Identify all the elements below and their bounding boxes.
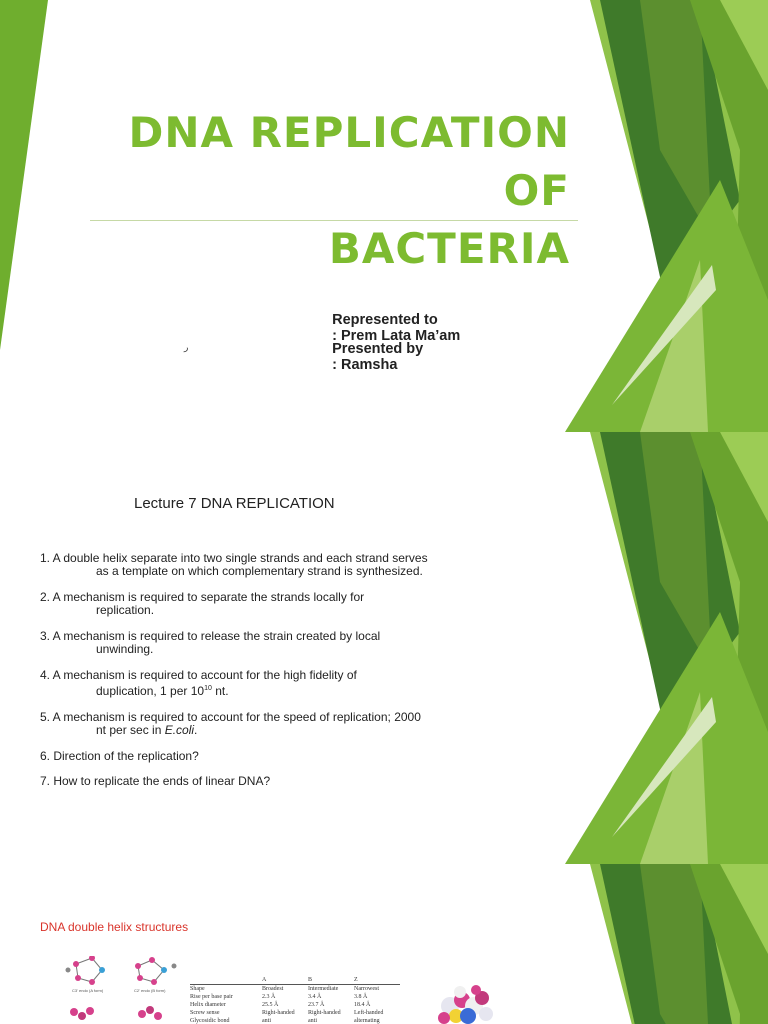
helix-comparison-table: A B Z Shape Broadest Intermediate Narrowest Rise per base pair 2.3 Å 3.4 Å 3.8 Å Helix diameter 25.5 Å 23.7 Å 18.4 Å Screw sense Right-handed Right-handed Left-handed Glycosidic bond anti anti alternating bbox=[190, 976, 400, 1024]
point-item: 4. A mechanism is required to account for the high fidelity of duplication, 1 per $10^{10}$ nt. bbox=[40, 668, 357, 698]
point-item: 1. A double helix separate into two single strands and each strand serves as a template on which complementary strand is synthesized. bbox=[40, 551, 428, 578]
presented-by-line bbox=[316, 325, 437, 389]
represented-to-label: Represented to bbox=[332, 312, 438, 328]
table-row: Screw sense Right-handed Right-handed Left-handed bbox=[190, 1010, 384, 1016]
helix-structures-slide bbox=[0, 864, 768, 1024]
lecture-heading: Lecture 7 DNA REPLICATION bbox=[134, 495, 335, 512]
lecture-slide bbox=[0, 432, 768, 864]
stray-mark: ر bbox=[184, 342, 189, 352]
sugar-pucker-molecule-icon bbox=[62, 956, 182, 1024]
title-line-2: BACTERIA bbox=[328, 224, 570, 273]
point-item: 6. Direction of the replication? bbox=[40, 749, 199, 763]
title-line-1: DNA REPLICATION OF bbox=[128, 108, 570, 215]
represented-to-value: : Prem Lata Ma’am bbox=[332, 328, 461, 344]
replication-points bbox=[40, 552, 428, 800]
space-filling-dna-model-icon bbox=[430, 984, 510, 1024]
table-row: Rise per base pair 2.3 Å 3.4 Å 3.8 Å bbox=[190, 994, 368, 1000]
table-row: Glycosidic bond anti anti alternating bbox=[190, 1018, 380, 1024]
table-row: Helix diameter 25.5 Å 23.7 Å 18.4 Å bbox=[190, 1002, 371, 1008]
title-slide bbox=[0, 0, 768, 432]
svg-text:C3' endo (A form): C3' endo (A form) bbox=[72, 988, 104, 993]
table-row: Shape Broadest Intermediate Narrowest bbox=[190, 986, 379, 992]
helix-structures-heading: DNA double helix structures bbox=[40, 920, 189, 934]
title-divider bbox=[90, 220, 578, 221]
point-item: 3. A mechanism is required to release the strain created by local unwinding. bbox=[40, 629, 381, 656]
slide-title bbox=[90, 104, 570, 278]
presented-by-label: Presented by bbox=[332, 341, 424, 357]
point-item: 2. A mechanism is required to separate the strands locally for replication. bbox=[40, 590, 365, 617]
presented-by-value: : Ramsha bbox=[332, 357, 398, 373]
point-item: 7. How to replicate the ends of linear DNA? bbox=[40, 774, 271, 788]
svg-text:C2' endo (B form): C2' endo (B form) bbox=[134, 988, 166, 993]
point-item: 5. A mechanism is required to account for the speed of replication; 2000 nt per sec in E.coli. bbox=[40, 710, 421, 737]
